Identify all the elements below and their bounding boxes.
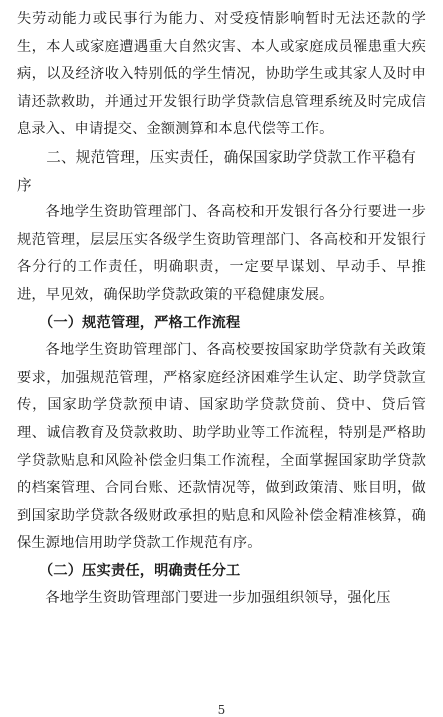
subsection-2-paragraph: 各地学生资助管理部门要进一步加强组织领导，强化压 — [45, 590, 391, 607]
page-number: 5 — [217, 703, 226, 717]
subsection-1-heading: （一）规范管理，严格工作流程 — [39, 314, 241, 331]
subsection-1-paragraph: 各地学生资助管理部门、各高校要按国家助学贷款有关政策要求，加强规范管理，严格家庭经济困难学生认定、助学贷款宣传，国家助学贷款预申请、国家助学贷款贷前、贷中、贷后管理、诚信教育及贷款救助、助学助业等工作流程，特别是严格助学贷款贴息和风险补偿金归集工作流程，全面掌握国家助学贷款的档案管理、合同台账、还款情况等，做到政策清、账目明，做到国家助学贷款各级财政承担的贴息和风险补偿金精准核算，确保生源地信用助学贷款工作规范有序。 — [17, 342, 426, 552]
section-heading: 二、规范管理，压实责任，确保国家助学贷款工作平稳有序 — [17, 148, 417, 194]
section-intro-paragraph: 各地学生资助管理部门、各高校和开发银行各分行要进一步规范管理，层层压实各级学生资助管理部门、各高校和开发银行各分行的工作责任，明确职责，一定要早谋划、早动手、早推进，早见效，确保助学贷款政策的平稳健康发展。 — [17, 204, 426, 303]
subsection-2-heading: （二）压实责任，明确责任分工 — [39, 562, 241, 579]
continuation-paragraph: 失劳动能力或民事行为能力、对受疫情影响暂时无法还款的学生，本人或家庭遭遇重大自然灾害、本人或家庭成员罹患重大疾病，以及经济收入特别低的学生情况，协助学生或其家人及时申请还款救助，并通过开发银行助学贷款信息管理系统及时完成信息录入、申请提交、金额测算和本息代偿等工作。 — [17, 11, 426, 138]
